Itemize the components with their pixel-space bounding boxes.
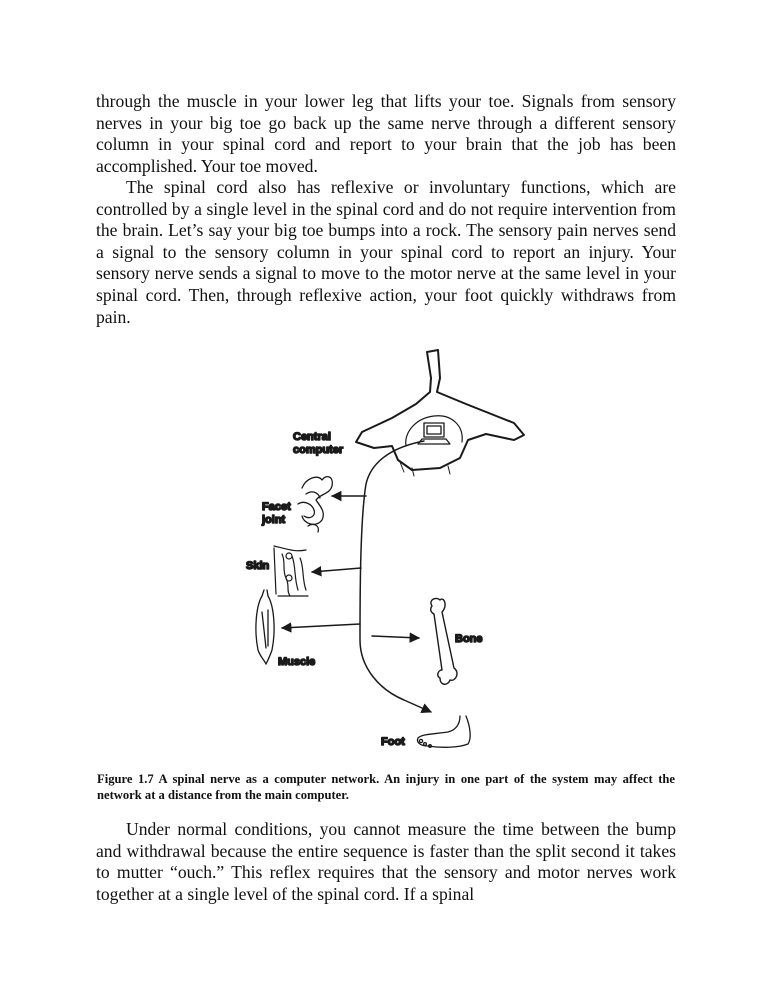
body-paragraph-1: through the muscle in your lower leg that lifts your toe. Signals from sensory nerves in your big toe go back up the same nerve through a different sensory column in your spinal cord and report to your brain that the job has been accomplished. Your toe moved. <box>96 91 676 176</box>
label-facet-2: joint <box>262 514 286 526</box>
muscle-illustration <box>256 590 274 664</box>
label-bone: Bone <box>455 633 483 645</box>
label-skin: Skin <box>246 560 270 572</box>
facet-joint-illustration <box>298 477 332 532</box>
vertebra-illustration <box>356 350 524 476</box>
branch-skin <box>312 568 361 572</box>
foot-illustration <box>417 716 470 747</box>
branch-muscle <box>282 624 360 628</box>
body-paragraph-2: The spinal cord also has reflexive or involuntary functions, which are controlled by a single level in the spinal cord and do not require intervention from the brain. Let’s say your big toe bumps into a rock. The sensory pain nerves send a signal to the sensory column in your spinal cord to report an injury. Your sensory nerve sends a signal to move to the motor nerve at the same level in your spinal cord. Then, through reflexive action, your foot quickly withdraws from pain. <box>96 177 676 327</box>
spinal-nerve-figure <box>232 345 542 755</box>
body-paragraph-3: Under normal conditions, you cannot measure the time between the bump and withdrawal because the entire sequence is faster than the split second it takes to mutter “ouch.” This reflex requires that the sensory and motor nerves work together at a single level of the spinal cord. If a spinal <box>96 819 676 904</box>
skin-illustration <box>274 546 308 596</box>
branch-bone <box>372 636 419 638</box>
label-facet-1: Facet <box>262 501 291 513</box>
label-central-1: Central <box>293 431 331 443</box>
label-foot: Foot <box>381 736 405 748</box>
label-central-2: computer <box>293 444 344 456</box>
figure-caption: Figure 1.7 A spinal nerve as a computer network. An injury in one part of the system may affect the network at a distance from the main computer. <box>97 772 675 802</box>
nerve-trunk <box>360 441 431 712</box>
label-muscle: Muscle <box>278 656 316 668</box>
bone-illustration <box>431 598 457 684</box>
